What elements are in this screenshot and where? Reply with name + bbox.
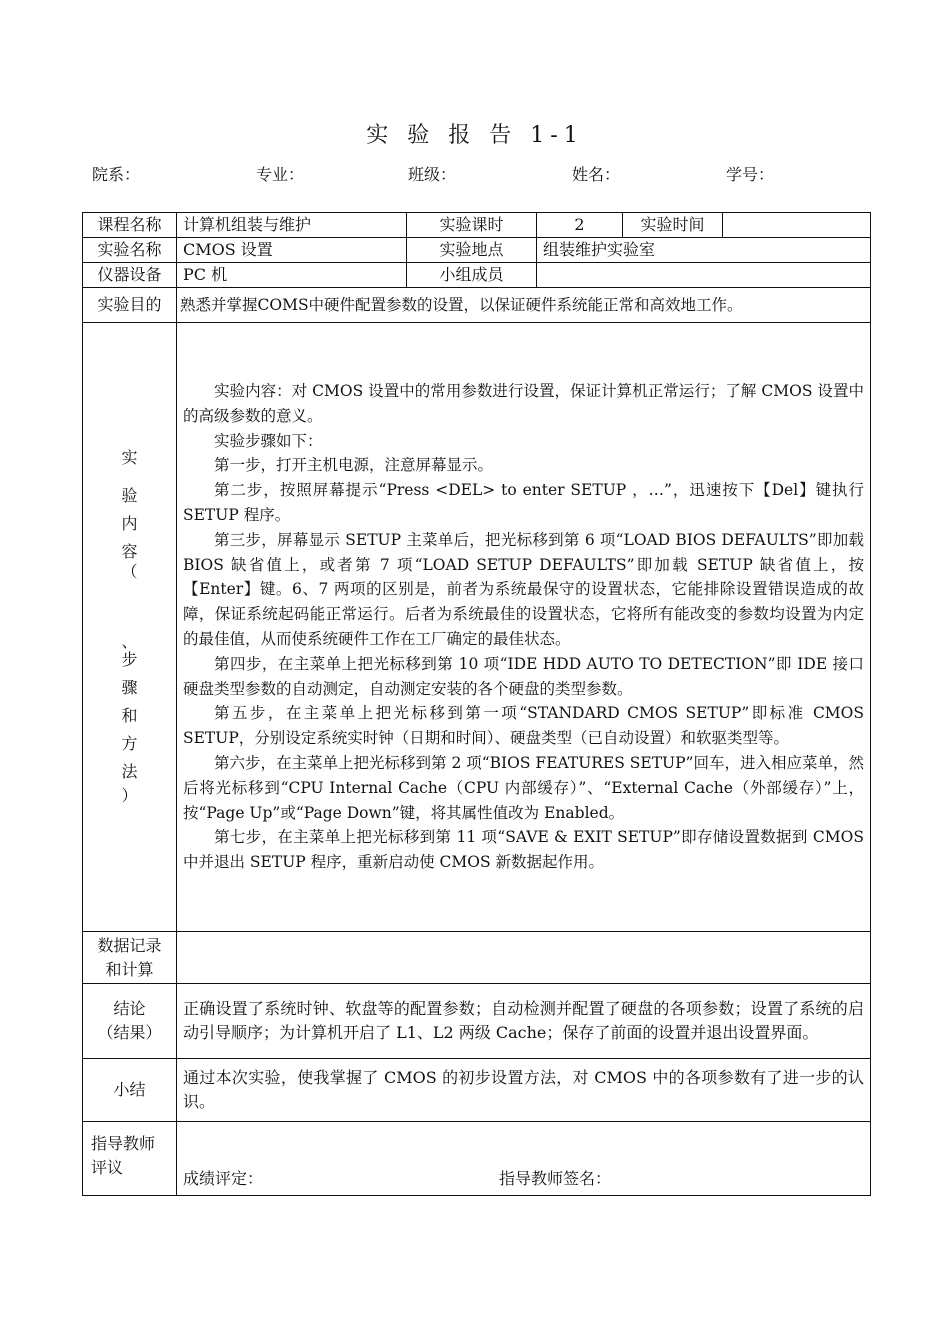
- teacher-evaluation: [177, 1122, 871, 1196]
- course-label: 课程名称: [83, 213, 177, 238]
- content-body: [177, 323, 871, 932]
- content-label-char: （: [121, 562, 138, 581]
- teacher-label-line: 指导教师: [91, 1134, 156, 1153]
- purpose-label: 实验目的: [83, 288, 177, 323]
- content-label: [83, 323, 177, 932]
- class-label: 班级：: [408, 165, 457, 184]
- summary-label: 小结: [83, 1059, 177, 1122]
- content-label-char: 实: [121, 448, 138, 467]
- content-label-char: 、: [121, 632, 138, 651]
- data-label: [83, 932, 177, 984]
- hours-value: 2: [537, 213, 623, 238]
- student-info-line: [92, 162, 892, 186]
- table-row: [83, 323, 871, 932]
- signature-label: 指导教师签名：: [499, 1169, 612, 1188]
- content-label-char: 容: [121, 542, 138, 561]
- summary-value: 通过本次实验，使我掌握了 CMOS 的初步设置方法，对 CMOS 中的各项参数有了进一步的认识。: [177, 1059, 871, 1122]
- table-row: [83, 1122, 871, 1196]
- purpose-value: 熟悉并掌握COMS中硬件配置参数的设置，以保证硬件系统能正常和高效地工作。: [177, 288, 871, 323]
- content-paragraph: 第二步，按照屏幕提示“Press <DEL> to enter SETUP ，…”，迅速按下【Del】键执行 SETUP 程序。: [183, 481, 864, 525]
- content-label-char: 骤: [121, 678, 138, 697]
- exp-name-value: CMOS 设置: [177, 238, 407, 263]
- time-label: 实验时间: [623, 213, 723, 238]
- table-row: [83, 238, 871, 263]
- table-row: [83, 984, 871, 1059]
- table-row: [83, 1059, 871, 1122]
- course-value: 计算机组装与维护: [177, 213, 407, 238]
- content-paragraph: 第四步，在主菜单上把光标移到第 10 项“IDE HDD AUTO TO DETECTION”即 IDE 接口硬盘类型参数的自动测定，自动测定安装的各个硬盘的类型参数。: [183, 654, 864, 698]
- content-paragraph: 第六步，在主菜单上把光标移到第 2 项“BIOS FEATURES SETUP”回车，进入相应菜单，然后将光标移到“CPU Internal Cache（CPU 内部缓存）”、“External Cache（外部缓存）”上，按“Page Up”或“Page Down”键，将其属性值改为 Enabled。: [183, 753, 864, 822]
- grade-label: 成绩评定：: [183, 1169, 264, 1188]
- content-label-char: 步: [121, 650, 138, 669]
- table-row: [83, 263, 871, 288]
- report-table: [82, 212, 871, 1196]
- content-label-char: 方: [121, 734, 138, 753]
- table-row: [83, 213, 871, 238]
- content-label-char: 验: [121, 486, 138, 505]
- location-value: 组装维护实验室: [537, 238, 871, 263]
- content-label-char: 内: [121, 514, 138, 533]
- conclusion-label-line: 结论: [113, 999, 146, 1018]
- content-label-char: 和: [121, 706, 138, 725]
- equipment-label: 仪器设备: [83, 263, 177, 288]
- content-paragraph: 第七步，在主菜单上把光标移到第 11 项“SAVE & EXIT SETUP”即存储设置数据到 CMOS 中并退出 SETUP 程序，重新启动使 CMOS 新数据起作用。: [183, 828, 864, 872]
- conclusion-label: [83, 984, 177, 1059]
- table-row: [83, 932, 871, 984]
- data-label-line: 和计算: [105, 959, 154, 979]
- content-label-char: 法: [121, 762, 138, 781]
- department-label: 院系：: [92, 165, 141, 184]
- hours-label: 实验课时: [407, 213, 537, 238]
- name-label: 姓名：: [572, 165, 621, 184]
- content-label-char: ）: [121, 786, 138, 805]
- content-paragraph: 第一步，打开主机电源，注意屏幕显示。: [214, 456, 494, 475]
- data-label-line: 数据记录: [97, 935, 162, 955]
- table-row: [83, 288, 871, 323]
- conclusion-label-line: （结果）: [97, 1023, 162, 1042]
- data-value: [177, 932, 871, 984]
- location-label: 实验地点: [407, 238, 537, 263]
- content-paragraph: 第三步，屏幕显示 SETUP 主菜单后，把光标移到第 6 项“LOAD BIOS DEFAULTS”即加载 BIOS 缺省值上，或者第 7 项“LOAD SETUP DEFAULTS”即加载 SETUP 缺省值上，按【Enter】键。6、7 两项的区别是，前者为系统最保守的设置状态，它能排除设置错误造成的故障，保证系统起码能正常运行。后者为系统最佳的设置状态，它将所有能改变的参数均设置为内定的最佳值，从而使系统硬件工作在工厂确定的最佳状态。: [183, 530, 864, 648]
- report-title: 实 验 报 告 1-1: [366, 123, 584, 148]
- teacher-label: [83, 1122, 177, 1196]
- content-paragraph: 第五步，在主菜单上把光标移到第一项“STANDARD CMOS SETUP”即标准 CMOS SETUP，分别设定系统实时钟（日期和时间）、硬盘类型（已自动设置）和软驱类型等。: [183, 704, 864, 748]
- content-paragraph: 实验内容：对 CMOS 设置中的常用参数进行设置，保证计算机正常运行；了解 CMOS 设置中的高级参数的意义。: [183, 382, 864, 425]
- content-paragraph: 实验步骤如下：: [214, 431, 323, 450]
- major-label: 专业：: [256, 165, 305, 184]
- teacher-label-line: 评议: [91, 1158, 124, 1177]
- equipment-value: PC 机: [177, 263, 407, 288]
- members-value: [537, 263, 871, 288]
- time-value: [723, 213, 871, 238]
- conclusion-value: 正确设置了系统时钟、软盘等的配置参数；自动检测并配置了硬盘的各项参数；设置了系统的启动引导顺序；为计算机开启了 L1、L2 两级 Cache；保存了前面的设置并退出设置界面。: [177, 984, 871, 1059]
- student-id-label: 学号：: [726, 165, 775, 184]
- members-label: 小组成员: [407, 263, 537, 288]
- exp-name-label: 实验名称: [83, 238, 177, 263]
